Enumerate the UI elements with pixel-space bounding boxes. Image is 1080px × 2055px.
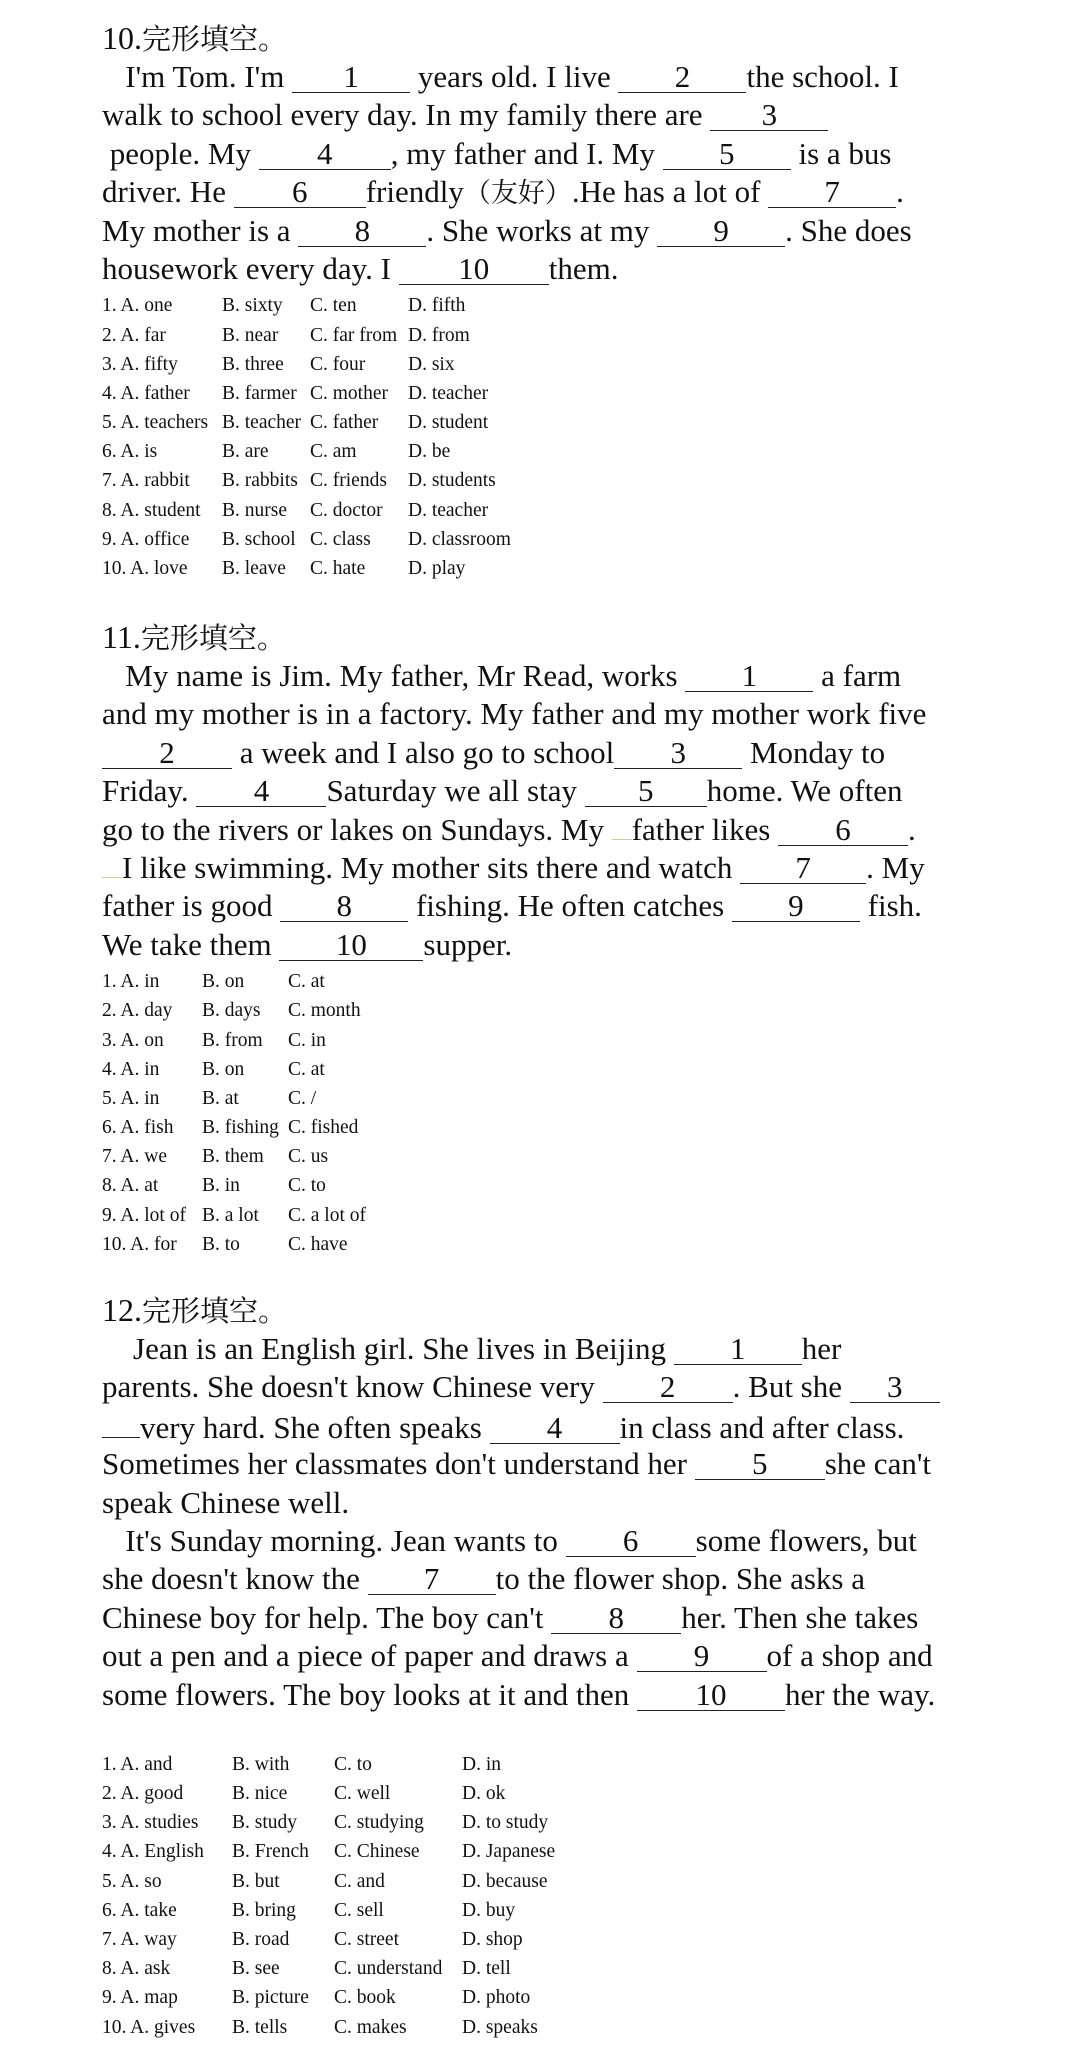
chinese-gloss: （友好） bbox=[463, 178, 572, 210]
passage-line bbox=[102, 1676, 1002, 1714]
passage-text: fish. bbox=[859, 888, 922, 924]
passage-line bbox=[102, 173, 1002, 211]
option-choice[interactable]: D. student bbox=[408, 412, 489, 434]
option-choice[interactable]: B. on bbox=[202, 1058, 245, 1080]
option-choice[interactable]: B. three bbox=[222, 353, 284, 375]
option-choice[interactable]: B. see bbox=[232, 1958, 280, 1980]
answer-blank[interactable]: 1 bbox=[292, 62, 410, 93]
option-row bbox=[102, 1896, 1002, 1925]
option-choice[interactable]: B. days bbox=[202, 1000, 261, 1022]
passage-line bbox=[102, 1599, 1002, 1637]
option-row bbox=[102, 1808, 1002, 1837]
passage-text: friendly bbox=[365, 174, 464, 210]
option-row bbox=[102, 466, 1002, 495]
section-title: 完形填空。 bbox=[142, 22, 288, 56]
option-choice[interactable]: D. teacher bbox=[408, 382, 489, 404]
option-choice[interactable]: B. at bbox=[202, 1087, 239, 1109]
passage-text: Monday to bbox=[742, 734, 886, 770]
answer-blank[interactable]: 6 bbox=[566, 1526, 696, 1557]
answer-blank[interactable]: 7 bbox=[740, 853, 866, 884]
highlight-mark bbox=[612, 817, 632, 840]
passage-line bbox=[102, 58, 1002, 96]
option-choice[interactable]: D. shop bbox=[462, 1929, 523, 1951]
option-choice[interactable]: 5. A. so bbox=[102, 1870, 162, 1892]
option-choice[interactable]: B. sixty bbox=[222, 295, 283, 317]
option-row bbox=[102, 525, 1002, 554]
option-choice[interactable]: C. friends bbox=[310, 470, 387, 492]
passage-text: to the flower shop. She asks a bbox=[495, 1561, 865, 1597]
option-choice[interactable]: 9. A. lot of bbox=[102, 1204, 186, 1226]
option-choice[interactable]: C. a lot of bbox=[288, 1204, 366, 1226]
passage-text: . My bbox=[866, 849, 925, 885]
passage-text: in class and after class. bbox=[619, 1409, 905, 1445]
passage-text: . She does bbox=[785, 212, 912, 248]
cloze-section-12 bbox=[102, 1290, 1002, 2042]
option-choice[interactable]: B. road bbox=[232, 1929, 290, 1951]
option-choice[interactable]: C. studying bbox=[334, 1812, 424, 1834]
section-title: 完形填空。 bbox=[140, 621, 286, 655]
option-row bbox=[102, 437, 1002, 466]
answer-options bbox=[102, 1750, 1002, 2042]
passage-text: My name is Jim. My father, Mr Read, works bbox=[102, 658, 686, 693]
option-row bbox=[102, 1171, 1002, 1200]
answer-blank[interactable] bbox=[102, 1407, 140, 1438]
answer-blank[interactable]: 3 bbox=[850, 1372, 940, 1403]
cloze-section-11 bbox=[102, 617, 1002, 1259]
answer-blank[interactable]: 10 bbox=[279, 930, 423, 961]
cloze-section-10 bbox=[102, 18, 1002, 583]
passage-text: It's Sunday morning. Jean wants to bbox=[102, 1522, 566, 1558]
option-choice[interactable]: 7. A. rabbit bbox=[102, 470, 190, 492]
option-choice[interactable]: B. in bbox=[202, 1175, 240, 1197]
option-choice[interactable]: 3. A. studies bbox=[102, 1812, 199, 1834]
passage-text: her. Then she takes bbox=[681, 1599, 919, 1635]
passage-text: supper. bbox=[423, 926, 513, 962]
passage-text: father likes bbox=[631, 811, 779, 847]
option-choice[interactable]: D. ok bbox=[462, 1783, 506, 1805]
option-choice[interactable]: 8. A. at bbox=[102, 1175, 159, 1197]
answer-blank[interactable]: 8 bbox=[551, 1603, 681, 1634]
passage-text: some flowers, but bbox=[695, 1522, 917, 1558]
option-choice[interactable]: 10. A. gives bbox=[102, 2016, 196, 2038]
option-choice[interactable]: D. Japanese bbox=[462, 1841, 556, 1863]
option-choice[interactable]: C. four bbox=[310, 353, 366, 375]
passage-text: , my father and I. My bbox=[390, 135, 663, 171]
passage-text: her bbox=[801, 1331, 842, 1366]
answer-blank[interactable]: 6 bbox=[234, 177, 366, 208]
option-choice[interactable]: C. have bbox=[288, 1233, 348, 1255]
option-choice[interactable]: B. with bbox=[232, 1753, 290, 1775]
option-row bbox=[102, 1026, 1002, 1055]
option-choice[interactable]: C. fished bbox=[288, 1117, 359, 1139]
option-choice[interactable]: B. farmer bbox=[222, 382, 297, 404]
passage-text: Sometimes her classmates don't understand her bbox=[102, 1446, 695, 1482]
passage-text: parents. She doesn't know Chinese very bbox=[102, 1369, 603, 1405]
passage-line bbox=[102, 96, 1002, 134]
answer-blank[interactable]: 4 bbox=[196, 776, 326, 807]
answer-blank[interactable]: 7 bbox=[368, 1564, 496, 1595]
option-row bbox=[102, 967, 1002, 996]
passage-line bbox=[102, 1407, 1002, 1445]
option-row bbox=[102, 291, 1002, 320]
passage-text: I'm Tom. I'm bbox=[102, 59, 293, 94]
answer-blank[interactable]: 4 bbox=[490, 1413, 620, 1444]
option-choice[interactable]: 2. A. far bbox=[102, 324, 166, 346]
option-choice[interactable]: C. class bbox=[310, 528, 371, 550]
option-row bbox=[102, 496, 1002, 525]
passage-text: is a bus bbox=[790, 135, 892, 171]
option-choice[interactable]: D. to study bbox=[462, 1812, 549, 1834]
passage-text: years old. I live bbox=[410, 59, 619, 94]
passage-text: and my mother is in a factory. My father and my mother work five bbox=[102, 696, 927, 732]
passage-text: My mother is a bbox=[102, 212, 299, 248]
option-choice[interactable]: C. sell bbox=[334, 1899, 384, 1921]
option-choice[interactable]: B. to bbox=[202, 1233, 240, 1255]
option-choice[interactable]: 4. A. in bbox=[102, 1058, 160, 1080]
answer-blank[interactable]: 3 bbox=[710, 100, 828, 131]
passage-text: .He has a lot of bbox=[571, 174, 769, 210]
option-choice[interactable]: 6. A. take bbox=[102, 1899, 177, 1921]
option-choice[interactable]: B. nurse bbox=[222, 499, 287, 521]
section-number: 11. bbox=[102, 619, 141, 655]
passage-text: Jean is an English girl. She lives in Beijing bbox=[102, 1331, 674, 1366]
option-choice[interactable]: C. / bbox=[288, 1087, 317, 1109]
option-row bbox=[102, 1925, 1002, 1954]
option-choice[interactable]: D. in bbox=[462, 1753, 501, 1775]
option-choice[interactable]: 10. A. love bbox=[102, 558, 188, 580]
option-choice[interactable]: 4. A. father bbox=[102, 382, 190, 404]
passage-line bbox=[102, 849, 1002, 887]
option-choice[interactable]: C. and bbox=[334, 1870, 385, 1892]
section-heading bbox=[102, 1290, 1002, 1330]
passage-line bbox=[102, 772, 1002, 810]
option-choice[interactable]: C. month bbox=[288, 1000, 361, 1022]
answer-blank[interactable]: 10 bbox=[637, 1680, 785, 1711]
option-row bbox=[102, 554, 1002, 583]
cloze-passage bbox=[102, 657, 1002, 964]
option-choice[interactable]: C. makes bbox=[334, 2016, 407, 2038]
passage-text: the school. I bbox=[746, 59, 899, 94]
option-row bbox=[102, 1779, 1002, 1808]
option-choice[interactable]: B. study bbox=[232, 1812, 298, 1834]
option-choice[interactable]: B. bring bbox=[232, 1899, 296, 1921]
option-choice[interactable]: D. teacher bbox=[408, 499, 489, 521]
answer-blank[interactable]: 5 bbox=[585, 776, 707, 807]
option-row bbox=[102, 1055, 1002, 1084]
passage-line bbox=[102, 811, 1002, 849]
option-choice[interactable]: B. on bbox=[202, 971, 245, 993]
option-choice[interactable]: C. in bbox=[288, 1029, 326, 1051]
passage-text: fishing. He often catches bbox=[408, 888, 732, 924]
answer-blank[interactable]: 8 bbox=[280, 891, 408, 922]
option-choice[interactable]: C. father bbox=[310, 412, 379, 434]
option-choice[interactable]: C. to bbox=[288, 1175, 326, 1197]
answer-blank[interactable]: 4 bbox=[259, 139, 391, 170]
option-choice[interactable]: B. nice bbox=[232, 1783, 288, 1805]
option-choice[interactable]: D. speaks bbox=[462, 2016, 538, 2038]
option-choice[interactable]: 2. A. good bbox=[102, 1783, 184, 1805]
option-choice[interactable]: C. hate bbox=[310, 558, 366, 580]
passage-text: Chinese boy for help. The boy can't bbox=[102, 1599, 552, 1635]
option-row bbox=[102, 1867, 1002, 1896]
option-row bbox=[102, 1750, 1002, 1779]
option-choice[interactable]: C. us bbox=[288, 1146, 329, 1168]
passage-text: housework every day. I bbox=[102, 250, 399, 286]
option-choice[interactable]: B. but bbox=[232, 1870, 280, 1892]
passage-text: We take them bbox=[102, 926, 280, 962]
option-choice[interactable]: D. be bbox=[408, 441, 451, 463]
option-choice[interactable]: B. from bbox=[202, 1029, 263, 1051]
option-choice[interactable]: D. buy bbox=[462, 1899, 516, 1921]
option-choice[interactable]: B. picture bbox=[232, 1987, 309, 2009]
option-row bbox=[102, 379, 1002, 408]
option-choice[interactable]: B. them bbox=[202, 1146, 264, 1168]
answer-blank[interactable]: 2 bbox=[618, 62, 746, 93]
option-choice[interactable]: B. tells bbox=[232, 2016, 288, 2038]
passage-text: father is good bbox=[102, 888, 281, 924]
passage-text: them. bbox=[548, 250, 619, 286]
answer-blank[interactable]: 9 bbox=[732, 891, 860, 922]
passage-line bbox=[102, 1637, 1002, 1675]
passage-line bbox=[102, 1484, 1002, 1522]
passage-text: walk to school every day. In my family there are bbox=[102, 97, 711, 133]
option-choice[interactable]: 1. A. in bbox=[102, 971, 160, 993]
passage-text: . bbox=[908, 811, 916, 847]
passage-text: speak Chinese well. bbox=[102, 1484, 350, 1520]
option-row bbox=[102, 1954, 1002, 1983]
passage-text: she doesn't know the bbox=[102, 1561, 368, 1597]
option-choice[interactable]: C. understand bbox=[334, 1958, 443, 1980]
option-choice[interactable]: C. doctor bbox=[310, 499, 383, 521]
answer-blank[interactable]: 6 bbox=[778, 815, 908, 846]
passage-text: a farm bbox=[813, 658, 902, 693]
passage-text: driver. He bbox=[102, 174, 234, 210]
option-row bbox=[102, 2013, 1002, 2042]
passage-text: some flowers. The boy looks at it and then bbox=[102, 1676, 637, 1712]
passage-line bbox=[102, 1368, 1002, 1406]
option-choice[interactable]: 3. A. on bbox=[102, 1029, 164, 1051]
option-choice[interactable]: 2. A. day bbox=[102, 1000, 173, 1022]
option-choice[interactable]: C. book bbox=[334, 1987, 396, 2009]
option-row bbox=[102, 996, 1002, 1025]
answer-blank[interactable]: 9 bbox=[657, 216, 785, 247]
option-row bbox=[102, 1230, 1002, 1259]
option-choice[interactable]: B. French bbox=[232, 1841, 309, 1863]
option-choice[interactable]: C. to bbox=[334, 1753, 372, 1775]
answer-blank[interactable]: 8 bbox=[298, 216, 426, 247]
answer-blank[interactable]: 5 bbox=[695, 1449, 825, 1480]
passage-line bbox=[102, 135, 1002, 173]
option-choice[interactable]: 7. A. way bbox=[102, 1929, 177, 1951]
option-choice[interactable]: 8. A. ask bbox=[102, 1958, 171, 1980]
passage-text: . bbox=[896, 174, 904, 210]
option-choice[interactable]: 9. A. office bbox=[102, 528, 190, 550]
option-row bbox=[102, 321, 1002, 350]
passage-text: I like swimming. My mother sits there and watch bbox=[122, 849, 741, 885]
passage-text: she can't bbox=[824, 1446, 932, 1482]
option-row bbox=[102, 350, 1002, 379]
answer-options bbox=[102, 967, 1002, 1259]
answer-blank[interactable]: 2 bbox=[102, 738, 232, 769]
option-choice[interactable]: D. classroom bbox=[408, 528, 511, 550]
passage-line bbox=[102, 1522, 1002, 1560]
option-choice[interactable]: D. six bbox=[408, 353, 455, 375]
passage-text: her the way. bbox=[784, 1676, 936, 1712]
passage-line bbox=[102, 926, 1002, 964]
passage-text: Saturday we all stay bbox=[326, 773, 585, 809]
option-choice[interactable]: C. far from bbox=[310, 324, 398, 346]
option-choice[interactable]: 6. A. fish bbox=[102, 1117, 174, 1139]
answer-blank[interactable]: 1 bbox=[685, 661, 813, 692]
option-choice[interactable]: 5. A. teachers bbox=[102, 412, 209, 434]
answer-blank[interactable]: 5 bbox=[663, 139, 791, 170]
answer-blank[interactable]: 3 bbox=[614, 738, 742, 769]
passage-text: go to the rivers or lakes on Sundays. My bbox=[102, 811, 612, 847]
option-choice[interactable]: 3. A. fifty bbox=[102, 353, 178, 375]
option-choice[interactable]: D. from bbox=[408, 324, 470, 346]
answer-blank[interactable]: 10 bbox=[399, 254, 549, 285]
option-choice[interactable]: 8. A. student bbox=[102, 499, 201, 521]
option-choice[interactable]: B. rabbits bbox=[222, 470, 298, 492]
option-row bbox=[102, 408, 1002, 437]
passage-text: very hard. She often speaks bbox=[140, 1409, 490, 1445]
option-choice[interactable]: D. photo bbox=[462, 1987, 531, 2009]
option-choice[interactable]: 7. A. we bbox=[102, 1146, 167, 1168]
cloze-passage bbox=[102, 58, 1002, 288]
option-row bbox=[102, 1983, 1002, 2012]
passage-text: . She works at my bbox=[426, 212, 658, 248]
option-choice[interactable]: B. school bbox=[222, 528, 296, 550]
passage-line bbox=[102, 212, 1002, 250]
option-choice[interactable]: C. well bbox=[334, 1783, 391, 1805]
option-choice[interactable]: 1. A. and bbox=[102, 1753, 173, 1775]
option-choice[interactable]: D. play bbox=[408, 558, 466, 580]
passage-text: home. We often bbox=[706, 773, 903, 809]
passage-text: of a shop and bbox=[766, 1638, 933, 1674]
option-row bbox=[102, 1142, 1002, 1171]
option-choice[interactable]: B. are bbox=[222, 441, 269, 463]
option-choice[interactable]: 4. A. English bbox=[102, 1841, 204, 1863]
passage-line bbox=[102, 695, 1002, 733]
answer-blank[interactable]: 9 bbox=[637, 1641, 767, 1672]
option-choice[interactable]: C. am bbox=[310, 441, 357, 463]
option-choice[interactable]: 5. A. in bbox=[102, 1087, 160, 1109]
answer-blank[interactable]: 1 bbox=[674, 1334, 802, 1365]
passage-text: people. My bbox=[102, 135, 259, 171]
option-choice[interactable]: B. leave bbox=[222, 558, 286, 580]
passage-line bbox=[102, 1330, 1002, 1368]
passage-text: . But she bbox=[732, 1369, 850, 1405]
answer-blank[interactable]: 2 bbox=[603, 1372, 733, 1403]
option-choice[interactable]: B. near bbox=[222, 324, 279, 346]
option-choice[interactable]: B. teacher bbox=[222, 412, 302, 434]
passage-line bbox=[102, 734, 1002, 772]
passage-text: Friday. bbox=[102, 773, 197, 809]
option-choice[interactable]: B. fishing bbox=[202, 1117, 279, 1139]
passage-text: out a pen and a piece of paper and draws a bbox=[102, 1638, 637, 1674]
section-heading bbox=[102, 18, 1002, 58]
section-title: 完形填空。 bbox=[142, 1294, 288, 1328]
option-choice[interactable]: C. at bbox=[288, 1058, 325, 1080]
option-choice[interactable]: 1. A. one bbox=[102, 295, 173, 317]
section-number: 10. bbox=[102, 20, 142, 56]
option-row bbox=[102, 1837, 1002, 1866]
passage-line bbox=[102, 887, 1002, 925]
option-row bbox=[102, 1084, 1002, 1113]
option-choice[interactable]: B. a lot bbox=[202, 1204, 259, 1226]
option-choice[interactable]: D. students bbox=[408, 470, 496, 492]
passage-line bbox=[102, 250, 1002, 288]
option-choice[interactable]: C. street bbox=[334, 1929, 399, 1951]
option-row bbox=[102, 1113, 1002, 1142]
option-choice[interactable]: 9. A. map bbox=[102, 1987, 178, 2009]
passage-line bbox=[102, 1445, 1002, 1483]
option-choice[interactable]: 10. A. for bbox=[102, 1233, 177, 1255]
option-choice[interactable]: D. because bbox=[462, 1870, 548, 1892]
section-number: 12. bbox=[102, 1292, 142, 1328]
cloze-passage bbox=[102, 1330, 1002, 1714]
option-choice[interactable]: C. mother bbox=[310, 382, 388, 404]
answer-options bbox=[102, 291, 1002, 583]
passage-line bbox=[102, 657, 1002, 695]
option-choice[interactable]: C. ten bbox=[310, 295, 357, 317]
highlight-mark bbox=[102, 855, 122, 878]
option-choice[interactable]: D. tell bbox=[462, 1958, 511, 1980]
option-row bbox=[102, 1201, 1002, 1230]
option-choice[interactable]: D. fifth bbox=[408, 295, 466, 317]
option-choice[interactable]: C. Chinese bbox=[334, 1841, 420, 1863]
option-choice[interactable]: C. at bbox=[288, 971, 325, 993]
passage-text: a week and I also go to school bbox=[232, 734, 615, 770]
section-heading bbox=[102, 617, 1002, 657]
passage-line bbox=[102, 1560, 1002, 1598]
answer-blank[interactable]: 7 bbox=[768, 177, 896, 208]
option-choice[interactable]: 6. A. is bbox=[102, 441, 158, 463]
